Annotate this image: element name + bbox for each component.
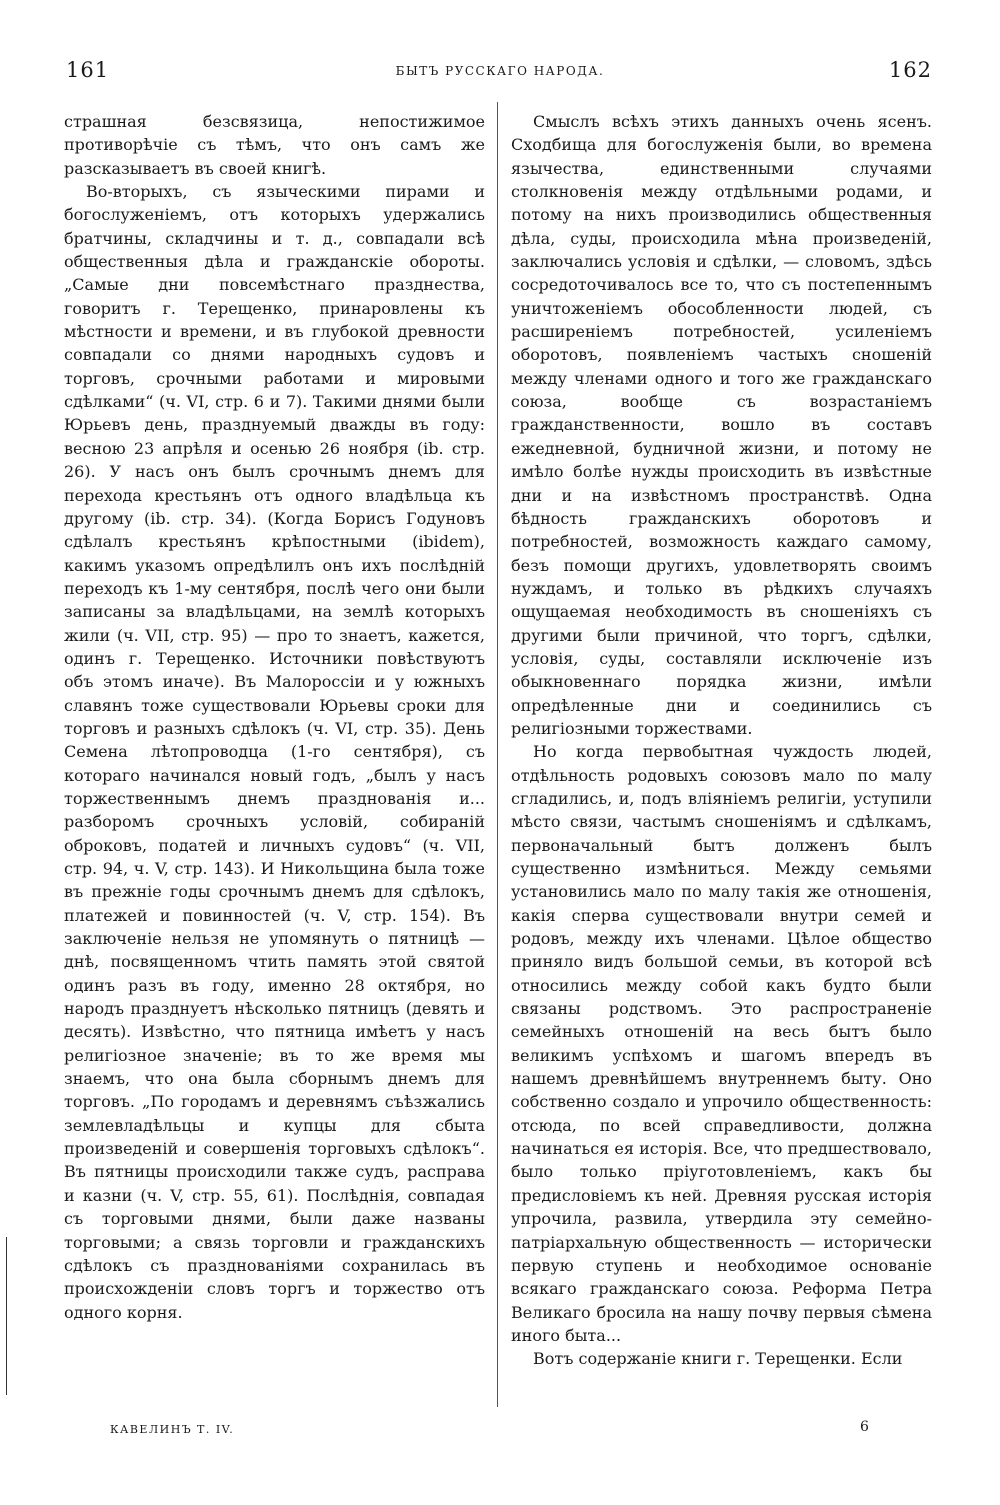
paragraph: Вотъ содержаніе книги г. Терещенки. Если <box>533 1349 903 1369</box>
signature-mark: КАВЕЛИНЪ Т. IV. <box>110 1423 235 1436</box>
sheet-number: 6 <box>860 1419 869 1435</box>
paragraph: страшная безсвязица, непостижимое противорѣчіе съ тѣмъ, что онъ самъ же разсказываетъ въ своей книгѣ. <box>64 112 485 178</box>
running-title: БЫТЪ РУССКАГО НАРОДА. <box>395 64 605 78</box>
paragraph: Но когда первобытная чуждость людей, отдѣльность родовыхъ союзовъ мало по малу сгладились, и, подъ вліяніемъ религіи, уступили мѣсто связи, частымъ сношеніямъ и сдѣлкамъ, первоначальный бытъ долженъ былъ существенно измѣниться. Между семьями установились мало по малу такія же отношенія, какія сперва существовали внутри семей и родовъ, между ихъ членами. Цѣлое общество приняло видъ большой семьи, въ которой всѣ относились между собой какъ будто были связаны родствомъ. Это распространеніе семейныхъ отношеній на весь бытъ было великимъ успѣхомъ и шагомъ впередъ въ нашемъ древнѣйшемъ внутреннемъ быту. Оно собственно создало и упрочило общественность: отсюда, по всей справедливости, должна начинаться ея исторія. Все, что предшествовало, было только пріуготовленіемъ, какъ бы предисловіемъ къ ней. Древняя русская исторія упрочила, развила, утвердила эту семейно-патріархальную общественность — исторически первую ступень и необходимое основаніе всякаго гражданскаго союза. Реформа Петра Великаго бросила на нашу почву первыя сѣмена иного быта... <box>511 742 932 1345</box>
paragraph: Во-вторыхъ, съ языческими пирами и богослуженіемъ, отъ которыхъ удержались братчины, складчины и т. д., совпадали всѣ общественныя дѣла и гражданскіе обороты. „Самые дни повсемѣстнаго празднества, говоритъ г. Терещенко, принаровлены къ мѣстности и времени, и въ глубокой древности совпадали со днями народныхъ судовъ и торговъ, срочными работами и мировыми сдѣлками“ (ч. VI, стр. 6 и 7). Такими днями были Юрьевъ день, празднуемый дважды въ году: весною 23 апрѣля и осенью 26 ноября (ib. стр. 26). У насъ онъ былъ срочнымъ днемъ для перехода крестьянъ отъ одного владѣльца къ другому (ib. стр. 34). (Когда Борисъ Годуновъ сдѣлалъ крестьянъ крѣпостными (ibidem), какимъ указомъ опредѣлилъ онъ ихъ послѣдній переходъ къ 1-му сентября, послѣ чего они были записаны за владѣльцами, на землѣ которыхъ жили (ч. VII, стр. 95) — про то знаетъ, кажется, одинъ г. Терещенко. Источники повѣствуютъ объ этомъ иначе). Въ Малороссіи и у южныхъ славянъ тоже существовали Юрьевы сроки для торговъ и разныхъ сдѣлокъ (ч. VI, стр. 35). День Семена лѣтопроводца (1-го сентября), съ котораго начинался новый годъ, „былъ у насъ торжественнымъ днемъ празднованія и... разборомъ срочныхъ условій, собираній оброковъ, податей и личныхъ судовъ“ (ч. VII, стр. 94, ч. V, стр. 143). И Никольщина была тоже въ прежніе годы срочнымъ днемъ для сдѣлокъ, платежей и повинностей (ч. V, стр. 154). Въ заключеніе нельзя не упомянуть о пятницѣ — днѣ, посвященномъ чтить память этой святой одинъ разъ въ году, именно 28 октября, но народъ празднуетъ нѣсколько пятницъ (девять и десять). Извѣстно, что пятница имѣетъ у насъ религіозное значеніе; въ то же время мы знаемъ, что она была сборнымъ днемъ для торговъ. „По городамъ и деревнямъ съѣзжались землевладѣльцы и купцы для сбыта произведеній и совершенія торговыхъ сдѣлокъ“. Въ пятницы происходили также судъ, расправа и казни (ч. V, стр. 55, 61). Послѣднія, совпадая съ торговыми днями, были даже названы торговыми; а связь торговли и гражданскихъ сдѣлокъ съ празднованіями сохранилась въ происхожденіи словъ торгъ и торжество отъ одного корня. <box>64 182 485 1322</box>
edge-mark <box>6 1237 7 1395</box>
page-number-right: 162 <box>888 58 932 82</box>
right-column <box>511 110 932 1371</box>
column-divider <box>497 102 498 1407</box>
page-number-left: 161 <box>66 58 110 82</box>
paragraph: Смыслъ всѣхъ этихъ данныхъ очень ясенъ. Сходбища для богослуженія были, во времена язычества, единственными случаями столкновенія между отдѣльными родами, и потому на нихъ производились общественныя дѣла, суды, происходила мѣна произведеній, заключались условія и сдѣлки, — словомъ, здѣсь сосредоточивалось все то, что съ постепеннымъ уничтоженіемъ обособленности людей, съ расширеніемъ потребностей, усиленіемъ оборотовъ, появленіемъ частыхъ сношеній между членами одного и того же гражданскаго союза, вообще съ возрастаніемъ гражданственности, вошло въ составъ ежедневной, будничной жизни, и потому не имѣло болѣе нужды происходить въ извѣстные дни и на извѣстномъ пространствѣ. Одна бѣдность гражданскихъ оборотовъ и потребностей, возможность каждаго самому, безъ помощи другихъ, удовлетворять своимъ нуждамъ, и только въ рѣдкихъ случаяхъ ощущаемая необходимость въ сношеніяхъ съ другими были причиной, что торгъ, сдѣлки, условія, суды, составляли исключеніе изъ обыкновеннаго порядка жизни, имѣли опредѣленные дни и соединились съ религіозными торжествами. <box>511 112 932 738</box>
left-column <box>64 110 485 1324</box>
